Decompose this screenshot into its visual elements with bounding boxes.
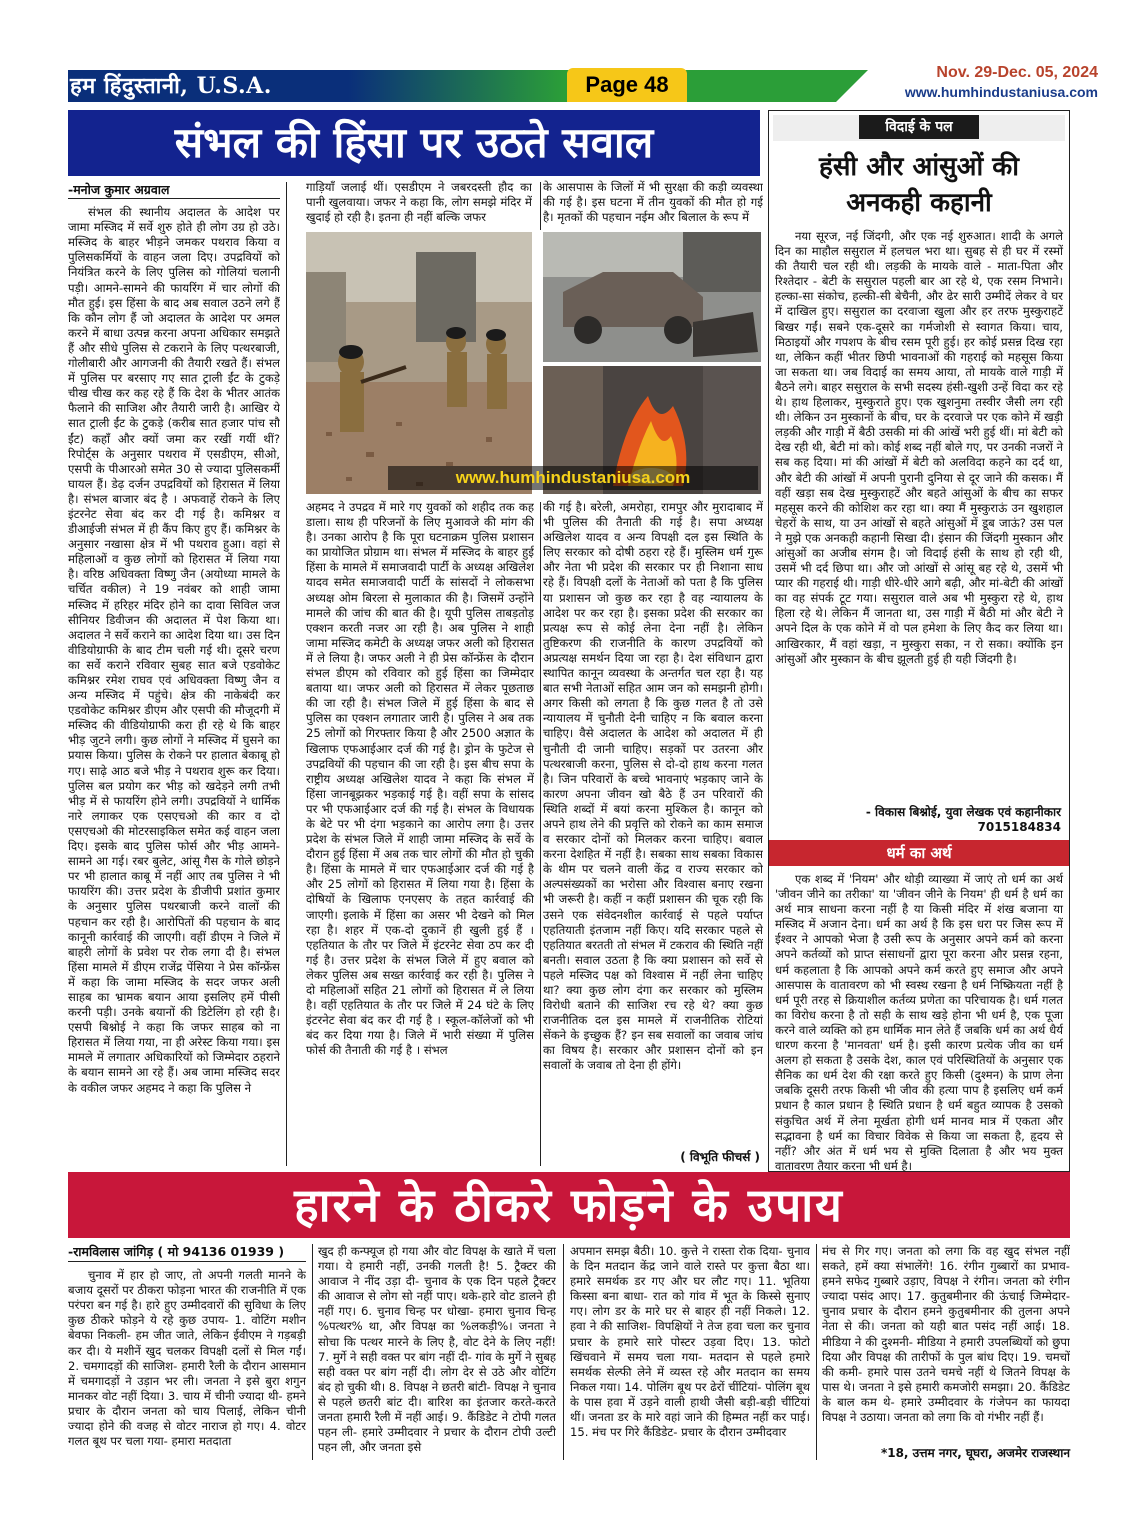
clash-photo [306, 232, 532, 494]
clash-photo-image [306, 232, 532, 494]
article-column-1 [68, 182, 280, 1166]
byline-divider [68, 1261, 306, 1262]
right-panel [768, 110, 1070, 1172]
satire-byline: -रामविलास जांगिड़ ( मो 94136 01939 ) [68, 1244, 285, 1259]
section-strip [769, 840, 1069, 866]
article-column-3-top [543, 180, 763, 228]
website-watermark: www.humhindustaniusa.com [388, 466, 758, 490]
satire-text: मंच से गिर गए। जनता को लगा कि वह खुद संभल नहीं सकते, हमें क्या संभालेंगे! 16. रंगीन गुब्बारों का प्रभाव- हमने सफेद गुब्बारे उड़ाए, विपक्ष ने रंगीन। जनता को रंगीन ज्यादा पसंद आए। 17. कुतुबमीनार की ऊंचाई जिम्मेदार- चुनाव प्रचार के दौरान हमने कुतुबमीनार की तुलना अपने नेता से की। जनता को यही बात पसंद नहीं आई। 18. मीडिया ने की दुश्मनी- मीडिया ने हमारी उपलब्धियों को छुपा दिया और विपक्ष की तारीफों के पुल बांध दिए। 19. चमचों की कमी- हमारे पास उतने चमचे नहीं थे जितने विपक्ष के पास थे। जनता ने इसे हमारी कमजोरी समझा। 20. कैंडिडेट के बाल कम थे- हमारे उम्मीदवार के गंजेपन का फायदा विपक्ष ने उठाया। जनता को लगा कि वो गंभीर नहीं हैं। [822, 1244, 1070, 1425]
story-tag-strip [773, 115, 1065, 141]
author-address: *18, उत्तम नगर, घूघरा, अजमेर राजस्थान [880, 1446, 1070, 1460]
satire-column-1 [68, 1244, 306, 1460]
article-text: की गई है। बरेली, अमरोहा, रामपुर और मुरादाबाद में भी पुलिस की तैनाती की गई है। सपा अध्यक्ष अखिलेश यादव व अन्य विपक्षी दल इस स्थिति के लिए सरकार को दोषी ठहरा रहे हैं। मुस्लिम धर्म गुरू और नेता भी प्रदेश की सरकार पर ही निशाना साध रहे हैं। विपक्षी दलों के नेताओं को पता है कि पुलिस या प्रशासन जो कुछ कर रहा है वह न्यायालय के आदेश पर कर रहा है। इसका प्रदेश की सरकार का प्रत्यक्ष रूप से कोई लेना देना नहीं है। लेकिन तुष्टिकरण की राजनीति के कारण उपद्रवियों को अप्रत्यक्ष समर्थन दिया जा रहा है। देश संविधान द्वारा स्थापित कानून व्यवस्था के अन्तर्गत चल रहा है। यह बात सभी नेताओं सहित आम जन को समझनी होगी। अगर किसी को लगता है कि कुछ गलत है तो उसे न्यायालय में चुनौती देनी चाहिए न कि बवाल करना चाहिए। वैसे अदालत के आदेश को अदालत में ही चुनौती दी जानी चाहिए। सड़कों पर उतरना और पत्थरबाजी करना, पुलिस से दो-दो हाथ करना गलत है। जिन परिवारों के बच्चे भावनाएं भड़काए जाने के कारण अपना जीवन खो बैठे हैं उन परिवारों की स्थिति शब्दों में बयां करना मुश्किल है। कानून को अपने हाथ लेने की प्रवृत्ति को रोकने का काम समाज व सरकार दोनों को मिलकर करना चाहिए। बवाल करना देशहित में नहीं है। सबका साथ सबका विकास के थीम पर चलने वाली केंद्र व राज्य सरकार को अल्पसंख्यकों का भरोसा और विश्वास बनाए रखना भी जरूरी है। कहीं न कहीं प्रशासन की चूक रही कि उसने एक संवेदनशील कार्रवाई से पहले पर्याप्त एहतियाती इंतजाम नहीं किए। यदि सरकार पहले से एहतियात बरतती तो संभल में टकराव की स्थिति नहीं बनती। सवाल उठता है कि क्या प्रशासन को सर्वे से पहले मस्जिद पक्ष को विश्वास में नहीं लेना चाहिए था? क्या कुछ लोग दंगा कर सरकार को मुस्लिम विरोधी बताने की साजिश रच रहे थे? क्या कुछ राजनीतिक दल इस मामले में राजनीतिक रोटियां सेंकने के इच्छुक हैं? इन सब सवालों का जवाब जांच का विषय है। सरकार और प्रशासन दोनों को इन सवालों के जवाब तो देना ही होंगे। [543, 500, 763, 1073]
article-text: गाड़ियाँ जलाई थीं। एसडीएम ने जबरदस्ती हौद का पानी खुलवाया। जफर ने कहा कि, लोग समझे मंदिर में खुदाई हो रही है। इतना ही नहीं बल्कि जफर [306, 180, 532, 225]
story-body: नया सूरज, नई जिंदगी, और एक नई शुरुआत। शादी के अगले दिन का माहौल ससुराल में हलचल भरा था। सुबह से ही घर में रस्मों की तैयारी चल रही थी। लड़की के मायके वाले - माता-पिता और रिश्तेदार - बेटी के ससुराल पहली बार आ रहे थे, एक रसम निभाने। हल्का-सा संकोच, हल्की-सी बेचैनी, और ढेर सारी उम्मीदें लेकर वे घर में दाखिल हुए। ससुराल का दरवाजा खुला और हर तरफ मुस्कुराहटें बिखर गईं। सबने एक-दूसरे का गर्मजोशी से स्वागत किया। चाय, मिठाइयों और गपशप के बीच रसम पूरी हुई। हर कोई प्रसन्न दिख रहा था, लेकिन कहीं भीतर छिपी भावनाओं की गहराई को महसूस किया जा सकता था। जब विदाई का समय आया, तो मायके वाले गाड़ी में बैठने लगे। बाहर ससुराल के सभी सदस्य हंसी-खुशी उन्हें विदा कर रहे थे। हाथ हिलाकर, मुस्कुराते हुए। एक खुशनुमा तस्वीर जैसी लग रही थी। लेकिन उन मुस्कानों के बीच, घर के दरवाजे पर एक कोने में खड़ी लड़की और गाड़ी में बैठी उसकी मां की आंखें भरी हुई थीं। मां बेटी को देख रही थी, बेटी मां को। कोई शब्द नहीं बोले गए, पर उनकी नजरों ने सब कह दिया। मां की आंखों में बेटी को अलविदा कहने का दर्द था, और बेटी की आंखों में अपनी पुरानी दुनिया से दूर जाने की कसक। मैं वहीं खड़ा सब देख मुस्कुराहटें और बहते आंसुओं के बीच का सफर महसूस करने की कोशिश कर रहा था। क्या मैं मुस्कुराऊं उन खुशहाल चेहरों के साथ, या उन आंखों से बहते आंसुओं में डूब जाऊं? उस पल ने मुझे एक अनकही कहानी सिखा दी। इंसान की जिंदगी मुस्कान और आंसुओं का अजीब संगम है। जो विदाई हंसी के साथ हो रही थी, उसमें भी दर्द छिपा था। और जो आंखों से आंसू बह रहे थे, उसमें भी प्यार की गहराई थी। गाड़ी धीरे-धीरे आगे बढ़ी, और मां-बेटी की आंखों का वह संपर्क टूट गया। ससुराल वाले अब भी मुस्कुरा रहे थे, हाथ हिला रहे थे। लेकिन मैं जानता था, उस गाड़ी में बैठी मां और बेटी ने अपने दिल के एक कोने में वो पल हमेशा के लिए कैद कर लिया था। आखिरकार, मैं वहां खड़ा, न मुस्कुरा सका, न रो सका। क्योंकि इन आंसुओं और मुस्कान के बीच झूलती हुई ही यही जिंदगी है। [775, 229, 1063, 666]
satire-column-2 [318, 1244, 556, 1460]
satire-column-3 [570, 1244, 810, 1460]
satire-text: अपमान समझ बैठी। 10. कुत्ते ने रास्ता रोक दिया- चुनाव के दिन मतदान केंद्र जाने वाले रास्ते पर कुत्ता बैठा था। हमारे समर्थक डर गए और घर लौट गए। 11. भूतिया किस्सा बना बाधा- रात को गांव में भूत के किस्से सुनाए गए। लोग डर के मारे घर से बाहर ही नहीं निकले। 12. हवा ने की साजिश- विपक्षियों ने तेज हवा चला कर चुनाव प्रचार के हमारे सारे पोस्टर उड़वा दिए। 13. फोटो खिंचवाने में समय चला गया- मतदान से पहले हमारे समर्थक सेल्फी लेने में व्यस्त रहे और मतदान का समय निकल गया। 14. पोलिंग बूथ पर ढेरों चींटियां- पोलिंग बूथ के पास हवा में उड़ने वाली हाथी जैसी बड़ी-बड़ी चींटियां थीं। जनता डर के मारे वहां जाने की हिम्मत नहीं कर पाई। 15. मंच पर गिरे कैंडिडेट- प्रचार के दौरान उम्मीदवार [570, 1244, 810, 1440]
bottom-headline: हारने के ठीकरे फोड़ने के उपाय [68, 1172, 1070, 1238]
column-divider [540, 502, 541, 1166]
issue-date: Nov. 29-Dec. 05, 2024 [936, 64, 1098, 81]
column-divider [563, 1244, 564, 1460]
main-headline: संभल की हिंसा पर उठते सवाल [68, 110, 760, 176]
story-title: हंसी और आंसुओं की अनकही कहानी [819, 152, 1019, 218]
article-column-2-top [306, 180, 532, 228]
story-author: - विकास बिश्नोई, युवा लेखक एवं कहानीकार [865, 805, 1061, 819]
page-number: Page 48 [567, 68, 687, 102]
author-phone: 7015184834 [977, 820, 1061, 834]
article-text: अहमद ने उपद्रव में मारे गए युवकों को शहीद तक कह डाला। साथ ही परिजनों के लिए मुआवजे की मांग की है। उनका आरोप है कि पूरा घटनाक्रम पुलिस प्रशासन का प्रायोजित प्रोग्राम था। संभल में मस्जिद के बाहर हुई हिंसा के मामले में समाजवादी पार्टी के अध्यक्ष अखिलेश यादव समेत समाजवादी पार्टी के सांसदों ने लोकसभा अध्यक्ष ओम बिरला से मुलाकात की है। जिसमें उन्होंने मामले की जांच की बात की है। यूपी पुलिस ताबड़तोड़ एक्शन करती नजर आ रही है। अब पुलिस ने शाही जामा मस्जिद कमेटी के अध्यक्ष जफर अली को हिरासत में ले लिया है। जफर अली ने ही प्रेस कॉन्फ्रेंस के दौरान संभल डीएम को रविवार को हुई हिंसा का जिम्मेदार बताया था। जफर अली को हिरासत में लेकर पूछताछ की जा रही है। संभल जिले में हुई हिंसा के बाद से पुलिस का एक्शन लगातार जारी है। पुलिस ने अब तक 25 लोगों को गिरफ्तार किया है और 2500 अज्ञात के खिलाफ एफआईआर दर्ज की गई है। ड्रोन के फुटेज से उपद्रवियों की पहचान की जा रही है। इस बीच सपा के राष्ट्रीय अध्यक्ष अखिलेश यादव ने कहा कि संभल में हिंसा जानबूझकर भड़काई गई है। वहीं सपा के सांसद पर भी एफआईआर दर्ज की गई है। संभल के विधायक के बेटे पर भी दंगा भड़काने का आरोप लगा है। उत्तर प्रदेश के संभल जिले में शाही जामा मस्जिद के सर्वे के दौरान हुई हिंसा में अब तक चार लोगों की मौत हो चुकी है। हिंसा के मामले में चार एफआईआर दर्ज की गई है और 25 लोगों को हिरासत में लिया गया है। हिंसा के दोषियों के खिलाफ एनएसए के तहत कार्रवाई की जाएगी। इलाके में हिंसा का असर भी देखने को मिल रहा है। शहर में एक-दो दुकानें ही खुली हुई हैं । एहतियात के तौर पर जिले में इंटरनेट सेवा ठप कर दी गई है। उत्तर प्रदेश के संभल जिले में हुए बवाल को लेकर पुलिस अब सख्त कार्रवाई कर रही है। पुलिस ने दो महिलाओं सहित 21 लोगों को हिरासत में ले लिया है। वहीं एहतियात के तौर पर जिले में 24 घंटे के लिए इंटरनेट सेवा बंद कर दी गई है । स्कूल-कॉलेजों को भी बंद कर दिया गया है। जिले में भारी संख्या में पुलिस फोर्स की तैनाती की गई है । संभल [306, 500, 534, 1058]
column-divider [312, 1244, 313, 1460]
story-tag: विदाई के पल [859, 115, 979, 139]
satire-column-4 [822, 1244, 1070, 1442]
byline-divider [68, 198, 280, 199]
article-column-3 [543, 500, 763, 1146]
column-divider [286, 182, 287, 1166]
masthead-title: हम हिंदुस्तानी, U.S.A. [70, 73, 272, 99]
article-column-2 [306, 500, 534, 1166]
article-text: संभल की स्थानीय अदालत के आदेश पर जामा मस्जिद में सर्वे शुरु होते ही लोग उग्र हो उठे। मस्जिद के बाहर भीड़ने जमकर पथराव किया व पुलिसकर्मियों के वाहन जला दिए। उपद्रवियों को नियंत्रित करने के लिए पुलिस को गोलियां चलानी पड़ी। आमने-सामने की फायरिंग में चार लोगों की मौत हुई। इस हिंसा के बाद अब सवाल उठने लगे हैं कि कौन लोग हैं जो अदालत के आदेश पर अमल करने में बाधा उत्पन्न करना अपना अधिकार समझते हैं और सीधे पुलिस से टकराने के लिए पत्थरबाजी, गोलीबारी और आगजनी की तैयारी रखते हैं। संभल में पुलिस पर बरसाए गए सात ट्राली ईंट के टुकड़े चीख चीख कर कह रहे हैं कि देश के भीतर आतंक फैलाने की साजिश और तैयारी जारी है। आखिर ये सात ट्राली ईंट के टुकड़े (करीब सात हजार पांच सौ ईंट) कहाँ और क्यों जमा कर रखीं गयीं थीं? रिपोर्ट्स के अनुसार पथराव में एसडीएम, सीओ, एसपी के पीआरओ समेत 30 से ज्यादा पुलिसकर्मी घायल हैं। डेढ़ दर्जन उपद्रवियों को हिरासत में लिया है। संभल बाजार बंद है । अफवाहें रोकने के लिए इंटरनेट सेवा बंद कर दी गई है। कमिश्नर व डीआईजी संभल में ही कैंप किए हुए हैं। कमिश्नर के अनुसार नखासा क्षेत्र में भी पथराव हुआ। वहां से महिलाओं व कुछ लोगों को हिरासत में लिया गया है। वरिष्ठ अधिवक्ता विष्णु जैन (अयोध्या मामले के चर्चित वकील) ने 19 नवंबर को शाही जामा मस्जिद में हरिहर मंदिर होने का दावा सिविल जज सीनियर डिवीजन की अदालत में पेश किया था। अदालत ने सर्वे कराने का आदेश दिया था। उस दिन वीडियोग्राफी के बाद टीम चली गई थी। दूसरे चरण का सर्वे कराने रविवार सुबह सात बजे एडवोकेट कमिश्नर रमेश राघव एवं अधिवक्ता विष्णु जैन व अन्य मस्जिद में पहुंचे। क्षेत्र की नाकेबंदी कर एडवोकेट कमिश्नर डीएम और एसपी की मौजूदगी में मस्जिद की वीडियोग्राफी करा ही रहे थे कि बाहर भीड़ जुटने लगी। कुछ लोगों ने मस्जिद में घुसने का प्रयास किया। पुलिस के रोकने पर हालात बेकाबू हो गए। साढ़े आठ बजे भीड़ ने पथराव शुरू कर दिया। पुलिस बल प्रयोग कर भीड़ को खदेड़ने लगी तभी भीड़ में से फायरिंग होने लगी। उपद्रवियों ने धार्मिक नारे लगाकर एक एसएचओ की कार व दो एसएचओ की मोटरसाइकिल समेत कई वाहन जला दिए। इसके बाद पुलिस फोर्स और भीड़ आमने-सामने आ गई। रबर बुलेट, आंसू गैस के गोले छोड़ने पर भी हालात काबू में नहीं आए तब पुलिस ने भी फायरिंग की। उत्तर प्रदेश के डीजीपी प्रशांत कुमार के अनुसार पुलिस पथरबाजी करने वालों की पहचान कर रही है। आरोपितों की पहचान के बाद कानूनी कार्रवाई की जाएगी। वहीं डीएम ने जिले में बाहरी लोगों के प्रवेश पर रोक लगा दी है। संभल हिंसा मामले में डीएम राजेंद्र पेंसिया ने प्रेस कॉन्फ्रेंस में कहा कि जामा मस्जिद के सदर जफर अली साहब का भ्रामक बयान आया इसलिए हमें पीसी करनी पड़ी। उनके बयानों की डिटेलिंग हो रही है। एसपी बिश्नोई ने कहा कि जफर साहब को ना हिरासत में लिया गया, ना ही अरेस्ट किया गया। इस मामले में लगातार अधिकारियों को जिम्मेदार ठहराने के बयान सामने आ रहे हैं। अब जामा मस्जिद सदर के वकील जफर अहमद ने कहा कि पुलिस ने [68, 205, 280, 1095]
burnt-vehicle-photo [543, 232, 761, 362]
article-text: के आसपास के जिलों में भी सुरक्षा की कड़ी व्यवस्था की गई है। इस घटना में तीन युवकों की मौत हो गई है। मृतकों की पहचान नईम और बिलाल के रूप में [543, 180, 763, 225]
dharma-body: एक शब्द में 'नियम' और थोड़ी व्याख्या में जाएं तो धर्म का अर्थ 'जीवन जीने का तरीका' या 'जीवन जीने के नियम' ही धर्म है धर्म का अर्थ मात्र साधना करना नहीं है या किसी मंदिर में शंख बजाना या मस्जिद में अजान देना। धर्म का अर्थ है कि इस धरा पर जिस रूप में ईश्वर ने आपको भेजा है उसी रूप के अनुसार अपने कर्म को करना अपने कर्तव्यों को प्राप्त संसाधनों द्वारा पूरा करना और प्रसन्न रहना, धर्म कहलाता है कि आपको अपने कर्म करते हुए समाज और अपने आसपास के वातावरण को भी स्वस्थ रखना है धर्म निष्क्रियता नहीं है धर्म पूरी तरह से क्रियाशील कर्तव्य प्रणेता का परिचायक है। धर्म गलत का विरोध करना है तो सही के साथ खड़े होना भी धर्म है, एक पूजा करने वाले व्यक्ति को हम धार्मिक मान लेते हैं जबकि धर्म का अर्थ धैर्य धारण करना है 'मानवता' धर्म है। इसी कारण प्रत्येक जीव का धर्म अलग हो सकता है उसके देश, काल एवं परिस्थितियों के अनुसार एक सैनिक का धर्म देश की रक्षा करते हुए किसी (दुश्मन) के प्राण लेना जबकि दूसरी तरफ किसी भी जीव की हत्या पाप है इसलिए धर्म कर्म प्रधान है काल प्रधान है स्थिति प्रधान है धर्म बहुत व्यापक है उसको संकुचित अर्थ में लेना मूर्खता होगी धर्म मानव मात्र में एकता और सद्भावना है धर्म का विचार विवेक से किया जा सकता है, हृदय से नहीं? और अंत में धर्म भय से मुक्ति दिलाता है और भय मुक्त वातावरण तैयार करना भी धर्म है। [775, 872, 1063, 1172]
burnt-vehicle-image [543, 232, 761, 362]
byline: -मनोज कुमार अग्रवाल [68, 182, 170, 197]
story-text [769, 229, 1069, 799]
column-divider [816, 1244, 817, 1460]
satire-text: चुनाव में हार हो जाए, तो अपनी गलती मानने के बजाय दूसरों पर ठीकरा फोड़ना भारत की राजनीति में एक परंपरा बन गई है। हारे हुए उम्मीदवारों की सुविधा के लिए कुछ ठीकरे फोड़ने ये रहे कुछ उपाय- 1. वोटिंग मशीन बेवफा निकली- हम जीत जाते, लेकिन ईवीएम ने गड़बड़ी कर दी। ये मशीनें खुद चलकर विपक्षी दलों से मिल गईं। 2. चमगादड़ों की साजिश- हमारी रैली के दौरान आसमान में चमगादड़ों ने उड़ान भर ली। जनता ने इसे बुरा शगुन मानकर वोट नहीं दिया। 3. चाय में चीनी ज्यादा थी- हमने प्रचार के दौरान जनता को चाय पिलाई, लेकिन चीनी ज्यादा होने की वजह से वोटर नाराज हो गए। 4. वोटर गलत बूथ पर चला गया- हमारा मतदाता [68, 1268, 306, 1449]
section-tag: धर्म का अर्थ [864, 840, 974, 866]
article-source: ( विभूति फीचर्स ) [680, 1150, 760, 1164]
column-divider [540, 182, 541, 230]
dharma-text [769, 866, 1069, 1172]
website-link[interactable]: www.humhindustaniusa.com [904, 84, 1098, 100]
satire-text: खुद ही कन्फ्यूज हो गया और वोट विपक्ष के खाते में चला गया। ये हमारी नहीं, उनकी गलती है! 5. ट्रैक्टर की आवाज ने नींद उड़ा दी- चुनाव के एक दिन पहले ट्रैक्टर की आवाज से लोग सो नहीं पाए। थके-हारे वोट डालने ही नहीं गए। 6. चुनाव चिन्ह पर धोखा- हमारा चुनाव चिन्ह %पत्थर% था, और विपक्ष का %लकड़ी%। जनता ने सोचा कि पत्थर मारने के लिए है, वोट देने के लिए नहीं! 7. मुर्गे ने सही वक्त पर बांग नहीं दी- गांव के मुर्गे ने सुबह सही वक्त पर बांग नहीं दी। लोग देर से उठे और वोटिंग बंद हो चुकी थी। 8. विपक्ष ने छतरी बांटी- विपक्ष ने चुनाव से पहले छतरी बांट दी। बारिश का इंतजार करते-करते जनता हमारी रैली में नहीं आई। 9. कैंडिडेट ने टोपी गलत पहन ली- हमारे उम्मीदवार ने प्रचार के दौरान टोपी उल्टी पहन ली, और जनता इसे [318, 1244, 556, 1455]
